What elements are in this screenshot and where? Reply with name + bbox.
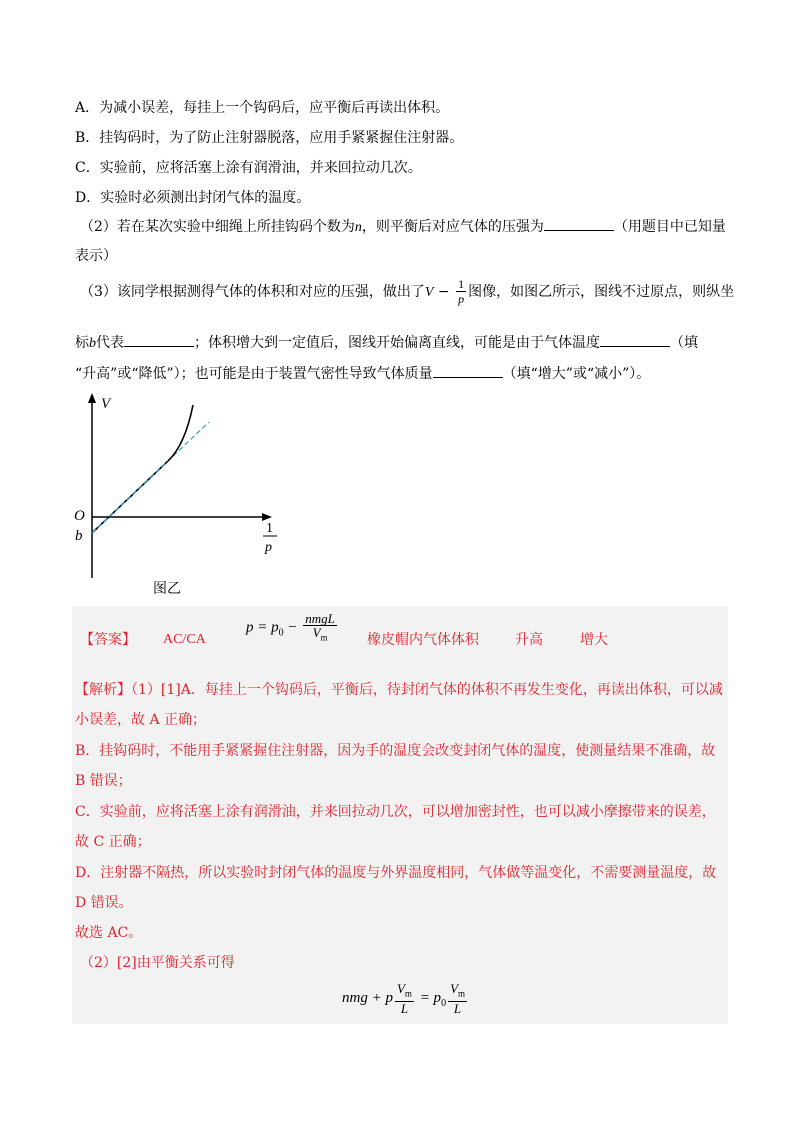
b-label: b [75, 528, 83, 544]
question-2-line2: 表示） [75, 248, 117, 264]
analysis-line-10: （2）[2]由平衡关系可得 [80, 955, 235, 971]
question-2-line1: （2）若在某次实验中细绳上所挂钩码个数为n，则平衡后对应气体的压强为 （用题目中已知量 [80, 216, 726, 238]
analysis-line-8: D 错误。 [75, 895, 133, 911]
option-c: C．实验前，应将活塞上涂有润滑油，并来回拉动几次。 [75, 160, 422, 176]
analysis-line-3: B．挂钩码时，不能用手紧紧握住注射器，因为手的温度会改变封闭气体的温度，使测量结果不准确，故 [75, 743, 716, 759]
x-label-den: p [265, 540, 272, 555]
fraction-one-over-p: $\frac{1}{p}$ [458, 277, 465, 306]
question-3-line2: 标b代表 ；体积增大到一定值后，图线开始偏离直线，可能是由于气体温度 （填 [75, 332, 698, 354]
v-axis-label: V [101, 396, 111, 412]
answer-4: 升高 [515, 632, 543, 648]
x-label-num: 1 [266, 521, 273, 536]
analysis-line-9: 故选 AC。 [75, 925, 143, 941]
analysis-line-6: 故 C 正确； [75, 834, 151, 850]
data-curve [92, 405, 193, 533]
figure-caption: 图乙 [153, 581, 181, 597]
answer-5: 增大 [580, 632, 608, 648]
option-b: B．挂钩码时，为了防止注射器脱落，应用手紧紧握住注射器。 [75, 130, 464, 146]
analysis-line-4: B 错误； [75, 773, 132, 789]
x-axis-arrow [262, 513, 272, 521]
answer-label: 【答案】 [80, 632, 136, 648]
question-3-line1: （3）该同学根据测得气体的体积和对应的压强，做出了V − $\frac{1}{p}$ 图像，如图乙所示，图线不过原点，则纵坐 [80, 277, 735, 306]
answer-1: AC/CA [163, 632, 206, 647]
equilibrium-equation: nmg + p $\frac{V_m}{L}$ = $p_0$ $\frac{V_m}{L}$ [342, 981, 466, 1016]
y-axis-arrow [88, 393, 96, 403]
option-a: A．为减小误差，每挂上一个钩码后，应平衡后再读出体积。 [75, 100, 450, 116]
analysis-line-1: 【解析】（1）[1]A．每挂上一个钩码后，平衡后，待封闭气体的体积不再发生变化，再读出体积，可以减 [75, 682, 723, 698]
answer-3: 橡皮帽内气体体积 [367, 632, 479, 648]
origin-label: O [74, 508, 85, 524]
question-3-line3: “升高”或“降低”）；也可能是由于装置气密性导致气体质量 （填“增大”或“减小”）。 [75, 363, 650, 384]
analysis-line-7: D．注射器不隔热，所以实验时封闭气体的温度与外界温度相同，气体做等温变化，不需要测量温度，故 [75, 865, 717, 881]
option-d: D．实验时必须测出封闭气体的温度。 [75, 190, 311, 206]
analysis-line-2: 小误差，故 A 正确； [75, 712, 207, 728]
answer-2-equation: $p = p_0$ − $\frac{\text{nmgL}}{V_m}$ [246, 611, 335, 643]
analysis-line-5: C．实验前，应将活塞上涂有润滑油，并来回拉动几次，可以增加密封性，也可以减小摩擦带来的误差， [75, 804, 716, 820]
